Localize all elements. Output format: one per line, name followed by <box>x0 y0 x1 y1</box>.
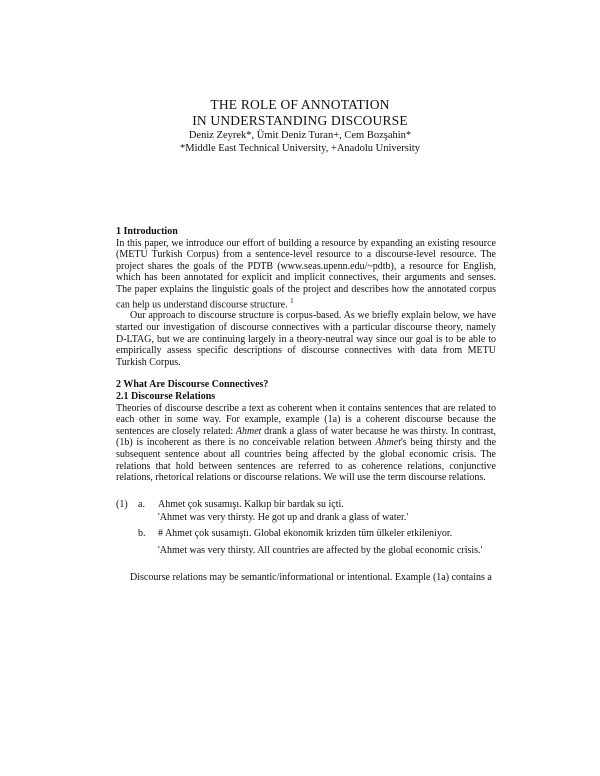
dr-text-c: 's being thirsty and the subsequent sentence about all countries being affected by the global economic crisis. The relations that hold between sentences are referred to as coherence relations, conjunctive relations, rhetorical relations or discourse relations. We will use the term discourse relations. <box>116 437 497 484</box>
discourse-relations-paragraph <box>116 403 496 484</box>
section-heading-2: 2 What Are Discourse Connectives? <box>116 379 269 391</box>
example-number: (1) <box>116 498 128 510</box>
intro-paragraph-1-text: In this paper, we introduce our effort of building a resource by expanding an existing resource (METU Turkish Corpus) from a sentence-level resource to a discourse-level resource. The project shares the goals of the PDTB (www.seas.upenn.edu/~pdtb), a resource for English, which has been annotated for explicit and implicit connectives, their arguments and senses. The paper explains the linguistic goals of the project and describes how the annotated corpus can help us understand discourse structure. <box>116 237 496 310</box>
dr-ahmet-1: Ahmet <box>235 425 262 437</box>
dr-text-b: drank a glass of water because he was thirsty. In contrast, (1b) is incoherent as there is no conceivable relation between <box>116 425 496 449</box>
affiliations: *Middle East Technical University, +Anadolu University <box>180 143 420 154</box>
example-a-label: a. <box>138 498 145 510</box>
example-1 <box>116 499 496 558</box>
example-b-gloss: 'Ahmet was very thirsty. All countries are affected by the global economic crisis.' <box>158 544 483 556</box>
example-b-label: b. <box>138 527 146 539</box>
intro-paragraph-1 <box>116 238 496 311</box>
example-b-text: # Ahmet çok susamıştı. Global ekonomik krizden tüm ülkeler etkileniyor. <box>158 527 453 539</box>
paper-title-line-2: IN UNDERSTANDING DISCOURSE <box>192 113 408 128</box>
intro-paragraph-2: Our approach to discourse structure is corpus-based. As we briefly explain below, we have started our investigation of discourse connectives with a particular discourse theory, namely D-LTAG, but we are continuing largely in a theory-neutral way since our goal is to be able to empirically assess specific descriptions of discourse connectives with data from METU Turkish Corpus. <box>116 310 496 368</box>
paper-title-line-1: THE ROLE OF ANNOTATION <box>210 97 390 112</box>
dr-ahmet-2: Ahmet <box>375 437 401 449</box>
footnote-marker[interactable]: 1 <box>290 296 294 305</box>
paper-body <box>116 226 496 583</box>
section-heading-introduction: 1 Introduction <box>116 226 178 237</box>
example-a-text: Ahmet çok susamışı. Kalkıp bir bardak su içti. <box>158 498 344 510</box>
subsection-heading-2-1: 2.1 Discourse Relations <box>116 391 216 403</box>
title-block <box>0 97 600 155</box>
example-a-gloss: 'Ahmet was very thirsty. He got up and drank a glass of water.' <box>158 511 409 523</box>
dr-text-a: Theories of discourse describe a text as coherent when it contains sentences that are related to each other in some way. For example, example (1a) is a coherent discourse because the sentences are closely related: <box>116 402 496 437</box>
authors: Deniz Zeyrek*, Ümit Deniz Turan+, Cem Bozşahin* <box>188 130 412 141</box>
last-paragraph: Discourse relations may be semantic/informational or intentional. Example (1a) contains a <box>130 571 492 583</box>
